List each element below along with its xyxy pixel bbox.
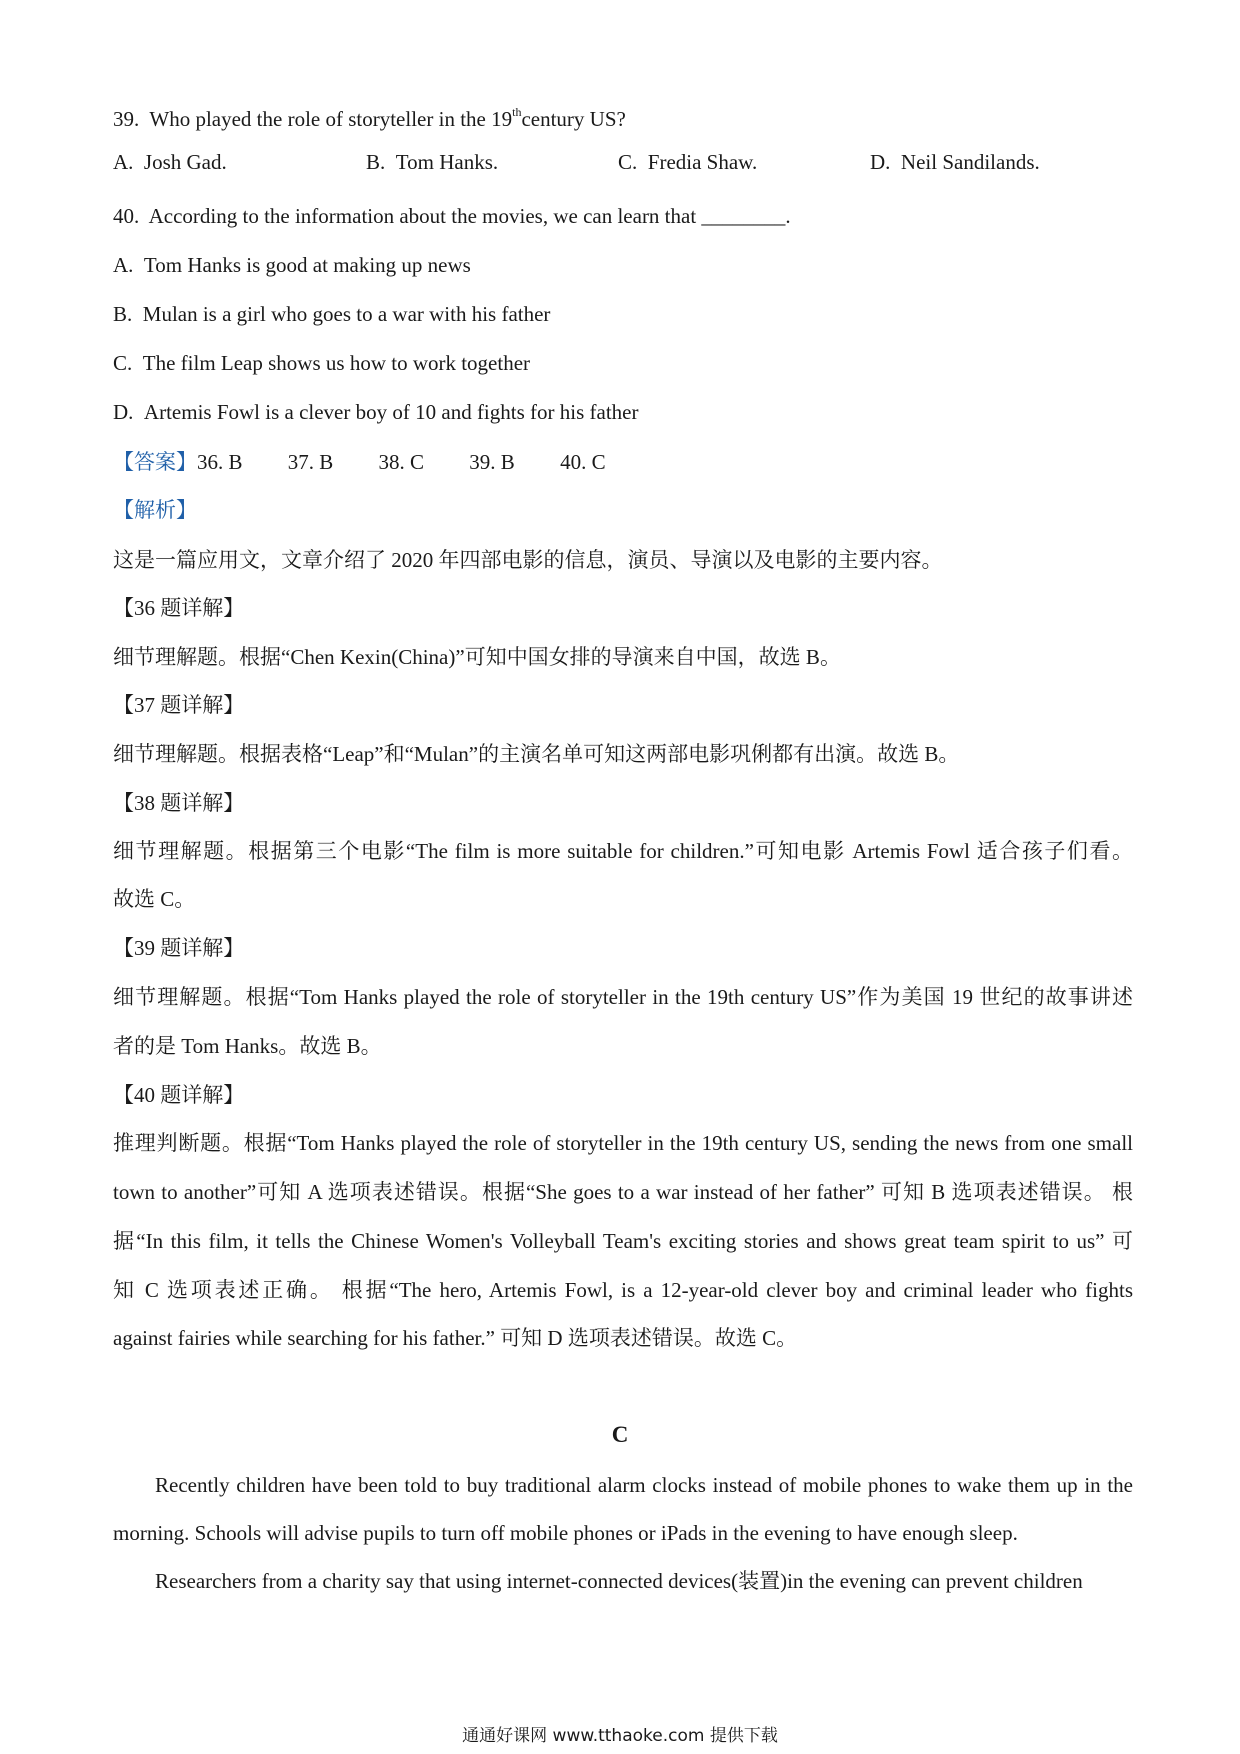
q39-option-d[interactable]: D. Neil Sandilands. bbox=[870, 150, 1040, 174]
q40-option-b[interactable]: B. Mulan is a girl who goes to a war with his father bbox=[113, 302, 551, 326]
answer-item: 40. C bbox=[560, 450, 606, 474]
detail-heading-36: 【36 题详解】 bbox=[113, 596, 245, 620]
detail-text-39: 细节理解题。根据“Tom Hanks played the role of storyteller in the 19th century US”作为美国 19 世纪的故事讲述 bbox=[113, 985, 1133, 1009]
q40-option-a[interactable]: A. Tom Hanks is good at making up news bbox=[113, 253, 471, 277]
analysis-summary: 这是一篇应用文，文章介绍了 2020 年四部电影的信息，演员、导演以及电影的主要内容。 bbox=[113, 548, 943, 572]
section-c-paragraph-line: Recently children have been told to buy traditional alarm clocks instead of mobile phones to wake them up in the bbox=[155, 1473, 1133, 1497]
answer-label: 【答案】 bbox=[113, 450, 197, 474]
answer-item: 39. B bbox=[469, 450, 515, 474]
detail-heading-37: 【37 题详解】 bbox=[113, 693, 245, 717]
q39-option-b[interactable]: B. Tom Hanks. bbox=[366, 150, 499, 174]
q39-option-a[interactable]: A. Josh Gad. bbox=[113, 150, 227, 174]
answer-line bbox=[113, 447, 1133, 477]
q39-stem-sup: th bbox=[512, 105, 522, 119]
q39-stem-text-end: century US? bbox=[521, 107, 626, 131]
answer-item: 36. B bbox=[197, 450, 243, 474]
q40-option-d[interactable]: D. Artemis Fowl is a clever boy of 10 and fights for his father bbox=[113, 400, 639, 424]
section-c-paragraph-line: Researchers from a charity say that using internet-connected devices(装置)in the evening can prevent children bbox=[155, 1569, 1083, 1593]
detail-text-38: 故选 C。 bbox=[113, 887, 196, 911]
q40-stem-text: According to the information about the movies, we can learn that ________. bbox=[148, 204, 791, 228]
answer-item: 37. B bbox=[287, 450, 334, 474]
q40-number: 40. bbox=[113, 204, 140, 228]
detail-text-39: 者的是 Tom Hanks。故选 B。 bbox=[113, 1034, 382, 1058]
detail-text-40: 据“In this film, it tells the Chinese Women's Volleyball Team's exciting stories and shows great team spirit to us” 可 bbox=[113, 1229, 1133, 1253]
detail-text-40: town to another”可知 A 选项表述错误。根据“She goes to a war instead of her father” 可知 B 选项表述错误。 根 bbox=[113, 1180, 1133, 1204]
detail-text-37: 细节理解题。根据表格“Leap”和“Mulan”的主演名单可知这两部电影巩俐都有出演。故选 B。 bbox=[113, 742, 960, 766]
page-footer: 通通好课网 www.tthaoke.com 提供下载 bbox=[462, 1726, 778, 1746]
detail-heading-38: 【38 题详解】 bbox=[113, 791, 245, 815]
detail-heading-39: 【39 题详解】 bbox=[113, 936, 245, 960]
q40-stem bbox=[113, 201, 1133, 231]
detail-heading-40: 【40 题详解】 bbox=[113, 1083, 245, 1107]
section-c-title: C bbox=[611, 1422, 629, 1447]
answer-item: 38. C bbox=[378, 450, 425, 474]
q39-stem bbox=[113, 104, 1133, 134]
analysis-label: 【解析】 bbox=[113, 498, 197, 522]
detail-text-38: 细节理解题。根据第三个电影“The film is more suitable for children.”可知电影 Artemis Fowl 适合孩子们看。 bbox=[113, 839, 1133, 863]
q40-option-c[interactable]: C. The film Leap shows us how to work together bbox=[113, 351, 531, 375]
section-c-paragraph-line: morning. Schools will advise pupils to turn off mobile phones or iPads in the evening to have enough sleep. bbox=[113, 1521, 1018, 1545]
q39-option-c[interactable]: C. Fredia Shaw. bbox=[618, 150, 758, 174]
detail-text-40: against fairies while searching for his father.” 可知 D 选项表述错误。故选 C。 bbox=[113, 1326, 798, 1350]
q39-number: 39. bbox=[113, 107, 140, 131]
q39-stem-text: Who played the role of storyteller in the 19 bbox=[149, 107, 513, 131]
detail-text-36: 细节理解题。根据“Chen Kexin(China)”可知中国女排的导演来自中国，故选 B。 bbox=[113, 645, 841, 669]
detail-text-40: 知 C 选项表述正确。 根据“The hero, Artemis Fowl, is a 12-year-old clever boy and criminal leader who fights bbox=[113, 1278, 1133, 1302]
detail-text-40: 推理判断题。根据“Tom Hanks played the role of storyteller in the 19th century US, sending the news from one small bbox=[113, 1131, 1133, 1155]
